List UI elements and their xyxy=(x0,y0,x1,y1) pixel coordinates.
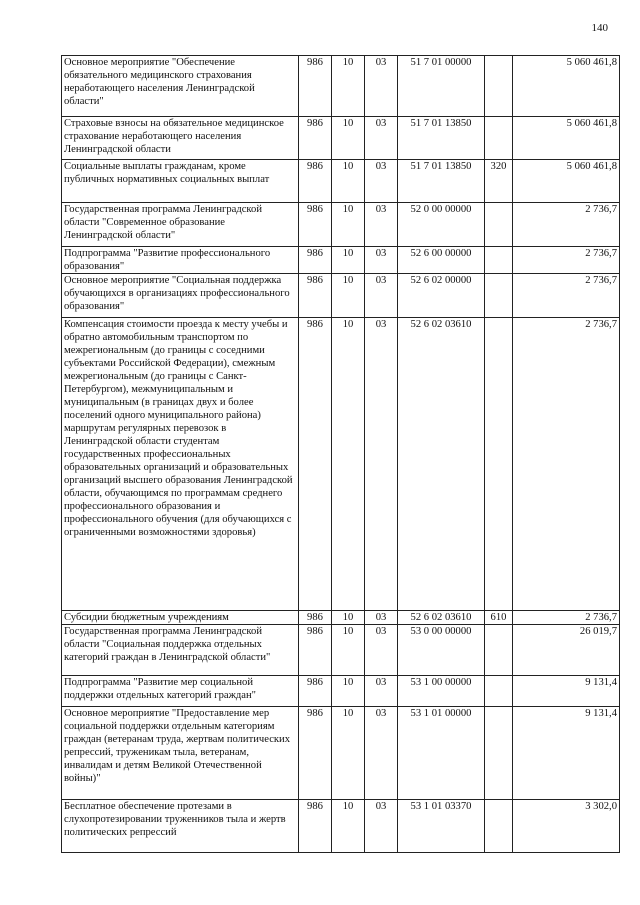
subsection-code-cell: 03 xyxy=(365,318,398,611)
section-code-cell: 10 xyxy=(332,800,365,853)
budget-table xyxy=(61,55,620,853)
amount-cell: 5 060 461,8 xyxy=(513,117,620,160)
section-code-cell: 10 xyxy=(332,247,365,274)
ministry-code-cell: 986 xyxy=(299,318,332,611)
ministry-code-cell: 986 xyxy=(299,160,332,203)
subsection-code-cell: 03 xyxy=(365,56,398,117)
amount-cell: 2 736,7 xyxy=(513,318,620,611)
subsection-code-cell: 03 xyxy=(365,247,398,274)
table-row xyxy=(62,800,620,853)
ministry-code-cell: 986 xyxy=(299,117,332,160)
table-row xyxy=(62,274,620,318)
subsection-code-cell: 03 xyxy=(365,707,398,800)
expense-type-cell xyxy=(485,676,513,707)
item-name-cell: Государственная программа Ленинградской области "Современное образование Ленинградской области" xyxy=(62,203,299,247)
item-name-cell: Основное мероприятие "Социальная поддержка обучающихся в организациях профессионального образования" xyxy=(62,274,299,318)
item-name-cell: Подпрограмма "Развитие мер социальной поддержки отдельных категорий граждан" xyxy=(62,676,299,707)
item-name-cell: Субсидии бюджетным учреждениям xyxy=(62,611,299,625)
table-row xyxy=(62,160,620,203)
section-code-cell: 10 xyxy=(332,611,365,625)
table-row xyxy=(62,611,620,625)
ministry-code-cell: 986 xyxy=(299,247,332,274)
target-article-cell: 52 6 02 03610 xyxy=(398,611,485,625)
item-name-cell: Компенсация стоимости проезда к месту учебы и обратно автомобильным транспортом по межрегиональным (до границы с соседними субъектами Российской Федерации), смежным межрегиональным (до границы с Санкт-Петербургом), межмуниципальным и муниципальным (в границах двух и более поселений одного муниципального района) маршрутам регулярных перевозок в Ленинградской области студентам государственных профессиональных образовательных организаций и образовательных организаций высшего образования Ленинградской области, обучающимся по программам среднего профессионального образования и профессионального обучения (для обучающихся с ограниченными возможностями здоровья) xyxy=(62,318,299,611)
item-name-cell: Основное мероприятие "Обеспечение обязательного медицинского страхования неработающего населения Ленинградской области" xyxy=(62,56,299,117)
subsection-code-cell: 03 xyxy=(365,800,398,853)
expense-type-cell: 610 xyxy=(485,611,513,625)
target-article-cell: 51 7 01 13850 xyxy=(398,117,485,160)
expense-type-cell xyxy=(485,203,513,247)
table-row xyxy=(62,203,620,247)
expense-type-cell xyxy=(485,800,513,853)
section-code-cell: 10 xyxy=(332,318,365,611)
table-row xyxy=(62,318,620,611)
target-article-cell: 52 0 00 00000 xyxy=(398,203,485,247)
expense-type-cell xyxy=(485,247,513,274)
section-code-cell: 10 xyxy=(332,203,365,247)
amount-cell: 26 019,7 xyxy=(513,625,620,676)
section-code-cell: 10 xyxy=(332,676,365,707)
table-row xyxy=(62,56,620,117)
amount-cell: 2 736,7 xyxy=(513,611,620,625)
item-name-cell: Подпрограмма "Развитие профессионального образования" xyxy=(62,247,299,274)
item-name-cell: Основное мероприятие "Предоставление мер социальной поддержки отдельным категориям граждан (ветеранам труда, жертвам политических репрессий, труженикам тыла, ветеранам, инвалидам и детям Великой Отечественной войны)" xyxy=(62,707,299,800)
table-row xyxy=(62,625,620,676)
ministry-code-cell: 986 xyxy=(299,203,332,247)
target-article-cell: 52 6 02 00000 xyxy=(398,274,485,318)
amount-cell: 9 131,4 xyxy=(513,676,620,707)
item-name-cell: Социальные выплаты гражданам, кроме публичных нормативных социальных выплат xyxy=(62,160,299,203)
amount-cell: 2 736,7 xyxy=(513,274,620,318)
amount-cell: 2 736,7 xyxy=(513,247,620,274)
amount-cell: 2 736,7 xyxy=(513,203,620,247)
expense-type-cell xyxy=(485,56,513,117)
ministry-code-cell: 986 xyxy=(299,707,332,800)
amount-cell: 5 060 461,8 xyxy=(513,56,620,117)
subsection-code-cell: 03 xyxy=(365,117,398,160)
section-code-cell: 10 xyxy=(332,707,365,800)
section-code-cell: 10 xyxy=(332,274,365,318)
amount-cell: 3 302,0 xyxy=(513,800,620,853)
ministry-code-cell: 986 xyxy=(299,676,332,707)
item-name-cell: Страховые взносы на обязательное медицинское страхование неработающего населения Ленинградской области xyxy=(62,117,299,160)
section-code-cell: 10 xyxy=(332,117,365,160)
subsection-code-cell: 03 xyxy=(365,625,398,676)
subsection-code-cell: 03 xyxy=(365,611,398,625)
expense-type-cell xyxy=(485,318,513,611)
target-article-cell: 53 1 01 00000 xyxy=(398,707,485,800)
target-article-cell: 52 6 00 00000 xyxy=(398,247,485,274)
ministry-code-cell: 986 xyxy=(299,56,332,117)
target-article-cell: 51 7 01 13850 xyxy=(398,160,485,203)
subsection-code-cell: 03 xyxy=(365,203,398,247)
budget-table-body xyxy=(62,56,620,853)
ministry-code-cell: 986 xyxy=(299,800,332,853)
table-row xyxy=(62,707,620,800)
target-article-cell: 51 7 01 00000 xyxy=(398,56,485,117)
expense-type-cell xyxy=(485,625,513,676)
section-code-cell: 10 xyxy=(332,56,365,117)
amount-cell: 9 131,4 xyxy=(513,707,620,800)
item-name-cell: Государственная программа Ленинградской области "Социальная поддержка отдельных категорий граждан в Ленинградской области" xyxy=(62,625,299,676)
target-article-cell: 53 1 01 03370 xyxy=(398,800,485,853)
amount-cell: 5 060 461,8 xyxy=(513,160,620,203)
target-article-cell: 53 0 00 00000 xyxy=(398,625,485,676)
ministry-code-cell: 986 xyxy=(299,611,332,625)
expense-type-cell xyxy=(485,274,513,318)
section-code-cell: 10 xyxy=(332,160,365,203)
table-row xyxy=(62,247,620,274)
expense-type-cell xyxy=(485,707,513,800)
subsection-code-cell: 03 xyxy=(365,676,398,707)
expense-type-cell xyxy=(485,117,513,160)
expense-type-cell: 320 xyxy=(485,160,513,203)
ministry-code-cell: 986 xyxy=(299,274,332,318)
page-number: 140 xyxy=(591,22,608,34)
target-article-cell: 53 1 00 00000 xyxy=(398,676,485,707)
subsection-code-cell: 03 xyxy=(365,274,398,318)
table-row xyxy=(62,117,620,160)
section-code-cell: 10 xyxy=(332,625,365,676)
table-row xyxy=(62,676,620,707)
target-article-cell: 52 6 02 03610 xyxy=(398,318,485,611)
item-name-cell: Бесплатное обеспечение протезами в слухопротезировании труженников тыла и жертв политических репрессий xyxy=(62,800,299,853)
ministry-code-cell: 986 xyxy=(299,625,332,676)
subsection-code-cell: 03 xyxy=(365,160,398,203)
